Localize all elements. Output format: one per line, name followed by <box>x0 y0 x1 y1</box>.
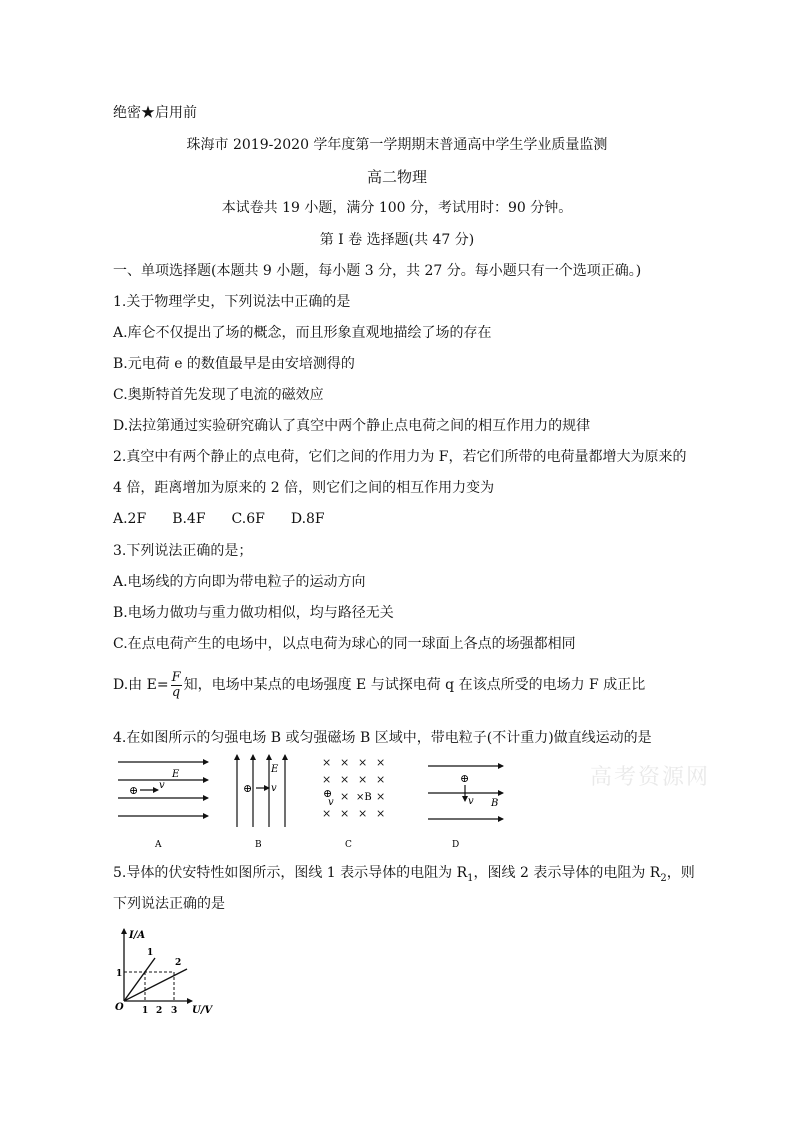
svg-text:×: × <box>358 756 368 769</box>
fig-d-charge: ⊕ <box>460 772 470 785</box>
q2-stem-line2: 4 倍，距离增加为原来的 2 倍，则它们之间的相互作用力变为 <box>113 480 495 496</box>
q5-sub2: 2 <box>660 872 667 884</box>
svg-text:×: × <box>322 807 332 820</box>
q5-sub1: 1 <box>467 872 474 884</box>
q2-option-d: D.8F <box>290 511 325 527</box>
graph-x-tick-1: 1 <box>142 1006 149 1016</box>
q1-option-b: B.元电荷 e 的数值最早是由安培测得的 <box>113 356 355 372</box>
fig-b-charge: ⊕ <box>243 782 253 795</box>
q1-stem: 1.关于物理学史，下列说法中正确的是 <box>113 294 351 310</box>
exam-info: 本试卷共 19 小题，满分 100 分，考试用时：90 分钟。 <box>221 200 573 216</box>
subject-title: 高二物理 <box>366 168 427 186</box>
fraction-numerator: F <box>171 669 181 685</box>
fig-d-v-label: v <box>468 796 474 807</box>
svg-text:×: × <box>322 756 332 769</box>
q3-option-d <box>113 668 645 702</box>
graph-line-2-label: 2 <box>175 958 182 968</box>
svg-text:×: × <box>358 807 368 820</box>
q4-figures <box>115 752 515 852</box>
q5-stem-part3: ，则 <box>666 865 695 881</box>
svg-text:×: × <box>376 773 386 786</box>
q2-option-b: B.4F <box>172 511 206 527</box>
q3-option-b: B.电场力做功与重力做功相似，均与路径无关 <box>113 605 394 621</box>
secret-label: 绝密★启用前 <box>113 105 197 121</box>
q1-option-c: C.奥斯特首先发现了电流的磁效应 <box>113 387 324 403</box>
fig-a-v-label: v <box>159 780 165 791</box>
q3-option-d-prefix: D.由 E= <box>113 677 169 693</box>
q3-option-a: A.电场线的方向即为带电粒子的运动方向 <box>113 574 366 590</box>
fig-a-charge: ⊕ <box>129 784 139 797</box>
graph-line-1-label: 1 <box>147 948 154 958</box>
fig-a-e-label: E <box>172 769 180 780</box>
fig-a-label: A <box>155 840 162 850</box>
graph-line-2 <box>124 969 187 1001</box>
q5-iu-graph <box>112 925 217 1017</box>
graph-x-tick-2: 2 <box>156 1006 163 1016</box>
svg-text:×: × <box>340 756 350 769</box>
graph-origin: O <box>115 1002 124 1013</box>
svg-text:×: × <box>376 807 386 820</box>
q5-stem-part2: ，图线 2 表示导体的电阻为 R <box>473 865 661 881</box>
svg-text:×: × <box>358 773 368 786</box>
fig-c-charge: ⊕ <box>323 787 333 800</box>
fig-b-v-label: v <box>271 783 277 794</box>
fig-b-label: B <box>255 840 262 850</box>
q3-stem: 3.下列说法正确的是； <box>113 543 253 559</box>
fig-d-label: D <box>452 840 460 850</box>
q5-stem-part1: 5.导体的伏安特性如图所示，图线 1 表示导体的电阻为 R <box>113 865 468 881</box>
svg-text:×: × <box>340 773 350 786</box>
q4-stem: 4.在如图所示的匀强电场 B 或匀强磁场 B 区域中，带电粒子(不计重力)做直线运动的是 <box>113 730 652 746</box>
graph-x-tick-3: 3 <box>171 1006 178 1016</box>
part-title: 第 I 卷 选择题(共 47 分) <box>319 232 475 248</box>
watermark: 高考资源网 <box>590 765 711 790</box>
q3-option-d-suffix: 知，电场中某点的电场强度 E 与试探电荷 q 在该点所受的电场力 F 成正比 <box>183 677 646 693</box>
q2-option-c: C.6F <box>231 511 265 527</box>
exam-title: 珠海市 2019-2020 学年度第一学期期末普通高中学生学业质量监测 <box>186 137 608 153</box>
svg-text:×: × <box>340 790 350 803</box>
fig-c-v-label: v <box>328 797 334 808</box>
svg-text:×: × <box>340 807 350 820</box>
svg-text:×: × <box>376 756 386 769</box>
graph-x-label: U/V <box>192 1005 213 1016</box>
graph-y-label: I/A <box>129 930 146 941</box>
fig-d-b-label: B <box>491 798 499 809</box>
graph-y-tick-1: 1 <box>116 969 123 979</box>
q2-options <box>113 510 351 528</box>
q3-option-c: C.在点电荷产生的电场中，以点电荷为球心的同一球面上各点的场强都相同 <box>113 636 576 652</box>
svg-text:×: × <box>322 773 332 786</box>
svg-text:×: × <box>376 790 386 803</box>
section-title: 一、单项选择题(本题共 9 小题，每小题 3 分，共 27 分。每小题只有一个选项正确。) <box>113 263 642 279</box>
q1-option-a: A.库仑不仅提出了场的概念，而且形象直观地描绘了场的存在 <box>113 325 492 341</box>
q1-option-d: D.法拉第通过实验研究确认了真空中两个静止点电荷之间的相互作用力的规律 <box>113 418 591 434</box>
fig-c-b-label: ×B <box>356 792 372 803</box>
fig-b-e-label: E <box>271 764 279 775</box>
q5-stem-line1 <box>113 864 695 888</box>
fraction-f-over-q <box>171 671 182 700</box>
graph-line-1 <box>124 958 155 1001</box>
fraction-denominator: q <box>171 684 181 700</box>
q2-stem-line1: 2.真空中有两个静止的点电荷，它们之间的作用力为 F，若它们所带的电荷量都增大为原来的 <box>113 449 687 465</box>
q2-option-a: A.2F <box>113 511 147 527</box>
fig-c-label: C <box>345 840 352 850</box>
q5-stem-line2: 下列说法正确的是 <box>113 896 225 912</box>
